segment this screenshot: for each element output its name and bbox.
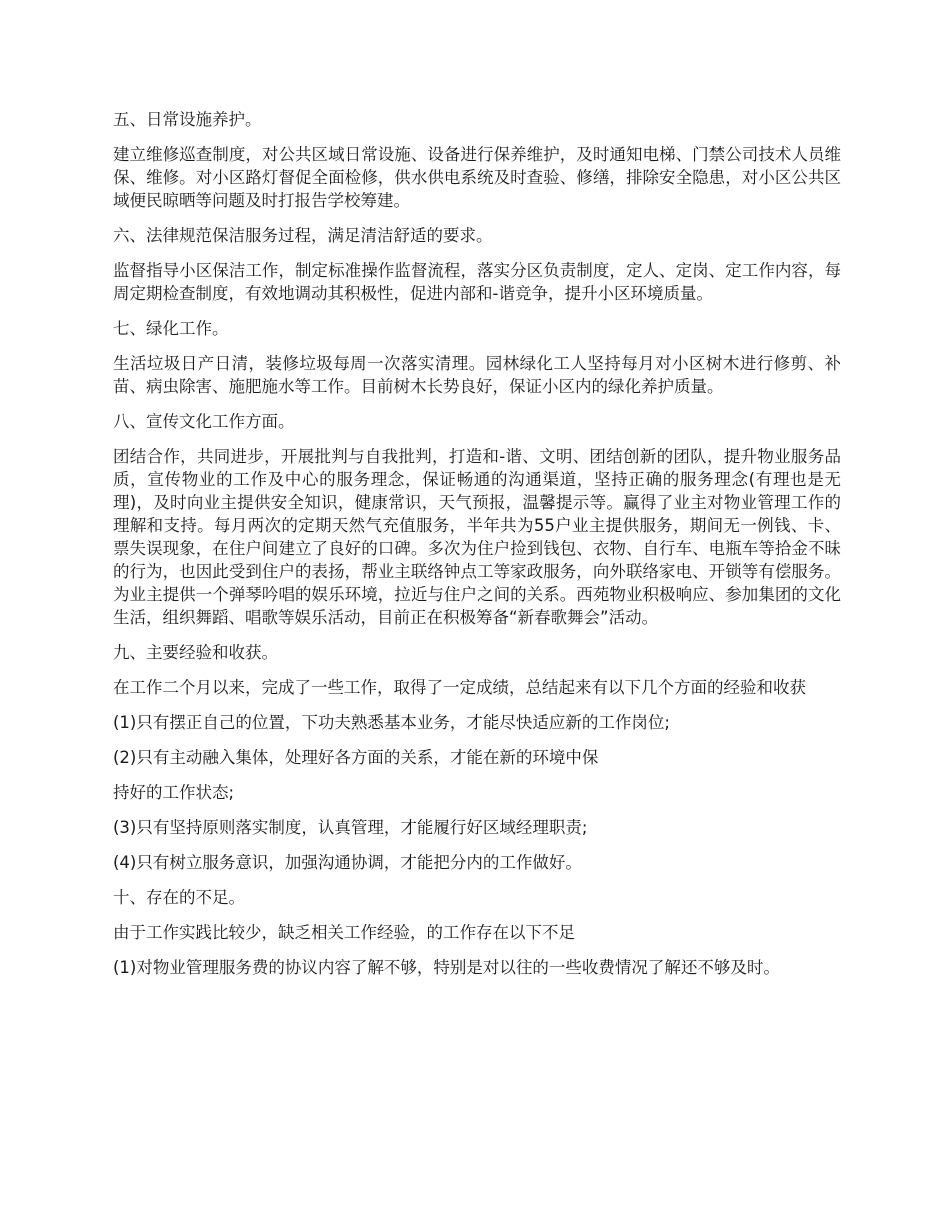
section-heading-experience: 九、主要经验和收获。 <box>113 643 278 662</box>
section-heading-shortcomings: 十、存在的不足。 <box>113 888 245 907</box>
paragraph-shortcomings-intro: 由于工作实践比较少，缺乏相关工作经验，的工作存在以下不足 <box>113 923 575 942</box>
list-item-experience-3: (3)只有坚持原则落实制度，认真管理，才能履行好区域经理职责; <box>113 818 588 837</box>
section-heading-culture: 八、宣传文化工作方面。 <box>113 412 295 431</box>
list-item-experience-2-continued: 持好的工作状态; <box>113 783 235 802</box>
paragraph-greening: 生活垃圾日产日清，装修垃圾每周一次落实清理。园林绿化工人坚持每月对小区树木进行修剪、补苗、病虫除害、施肥施水等工作。目前树木长势良好，保证小区内的绿化养护质量。 <box>113 354 841 396</box>
section-heading-facilities: 五、日常设施养护。 <box>113 110 262 129</box>
section-heading-cleaning: 六、法律规范保洁服务过程，满足清洁舒适的要求。 <box>113 226 493 245</box>
paragraph-culture: 团结合作，共同进步，开展批判与自我批判，打造和-谐、文明、团结创新的团队，提升物业服务品质，宣传物业的工作及中心的服务理念，保证畅通的沟通渠道，坚持正确的服务理念(有理也是无理)，及时向业主提供安全知识，健康常识，天气预报，温馨提示等。赢得了业主对物业管理工作的理解和支持。每月两次的定期天然气充值服务，半年共为55户业主提供服务，期间无一例钱、卡、票失误现象，在住户间建立了良好的口碑。多次为住户捡到钱包、衣物、自行车、电瓶车等拾金不昧的行为，也因此受到住户的表扬，帮业主联络钟点工等家政服务，向外联络家电、开锁等有偿服务。为业主提供一个弹琴吟唱的娱乐环境，拉近与住户之间的关系。西苑物业积极响应、参加集团的文化生活，组织舞蹈、唱歌等娱乐活动，目前正在积极筹备“新春歌舞会”活动。 <box>113 447 841 627</box>
paragraph-experience-intro: 在工作二个月以来，完成了一些工作，取得了一定成绩，总结起来有以下几个方面的经验和收获 <box>113 678 806 697</box>
document-page <box>113 108 841 991</box>
paragraph-cleaning: 监督指导小区保洁工作，制定标准操作监督流程，落实分区负责制度，定人、定岗、定工作内容，每周定期检查制度，有效地调动其积极性，促进内部和-谐竞争，提升小区环境质量。 <box>113 261 841 303</box>
section-heading-greening: 七、绿化工作。 <box>113 319 229 338</box>
list-item-experience-4: (4)只有树立服务意识，加强沟通协调，才能把分内的工作做好。 <box>113 853 582 872</box>
list-item-experience-2: (2)只有主动融入集体，处理好各方面的关系，才能在新的环境中保 <box>113 748 599 767</box>
list-item-experience-1: (1)只有摆正自己的位置，下功夫熟悉基本业务，才能尽快适应新的工作岗位; <box>113 713 670 732</box>
paragraph-facilities: 建立维修巡查制度，对公共区域日常设施、设备进行保养维护，及时通知电梯、门禁公司技术人员维保、维修。对小区路灯督促全面检修，供水供电系统及时查验、修缮，排除安全隐患，对小区公共区域便民晾晒等问题及时打报告学校筹建。 <box>113 145 841 210</box>
list-item-shortcoming-1: (1)对物业管理服务费的协议内容了解不够，特别是对以往的一些收费情况了解还不够及时。 <box>113 958 780 977</box>
